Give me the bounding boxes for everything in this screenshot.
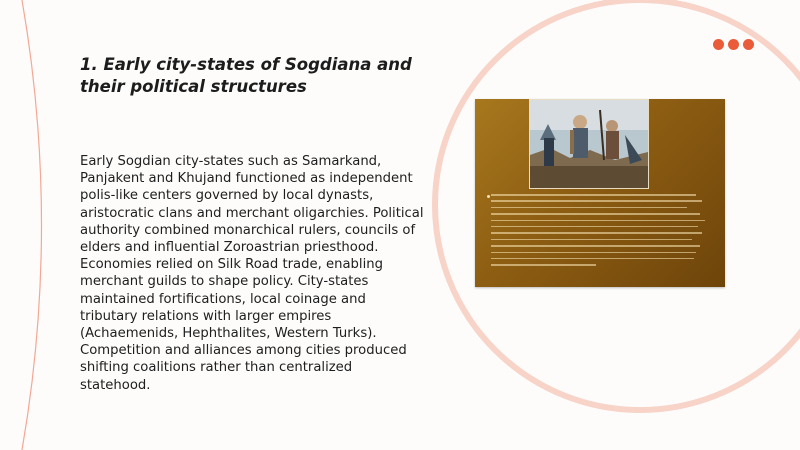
picture-bullet-icon bbox=[487, 195, 490, 198]
picture-illegible-caption-lines bbox=[491, 194, 709, 271]
three-dots-icon bbox=[713, 39, 757, 51]
battle-scene-photo bbox=[529, 99, 649, 189]
historical-illustration-image bbox=[475, 99, 725, 287]
slide-body-text: Early Sogdian city-states such as Samarkand, Panjakent and Khujand functioned as independent polis-like centers governed by local dynasts, aristocratic clans and merchant oligarchies. Political authority combined monarchical rulers, councils of elders and influential Zoroastrian priesthood. Economies relied on Silk Road trade, enabling merchant guilds to shape policy. City-states maintained fortifications, local coinage and tributary relations with larger empires (Achaemenids, Hephthalites, Western Turks). Competition and alliances among cities produced shifting coalitions rather than centralized statehood. bbox=[80, 154, 424, 393]
battle-scene-drawing bbox=[530, 100, 648, 188]
dot-icon bbox=[713, 39, 724, 50]
dot-icon bbox=[728, 39, 739, 50]
left-arc-line bbox=[22, 0, 42, 450]
slide-title: 1. Early city-states of Sogdiana and their political structures bbox=[80, 55, 412, 96]
dot-icon bbox=[743, 39, 754, 50]
